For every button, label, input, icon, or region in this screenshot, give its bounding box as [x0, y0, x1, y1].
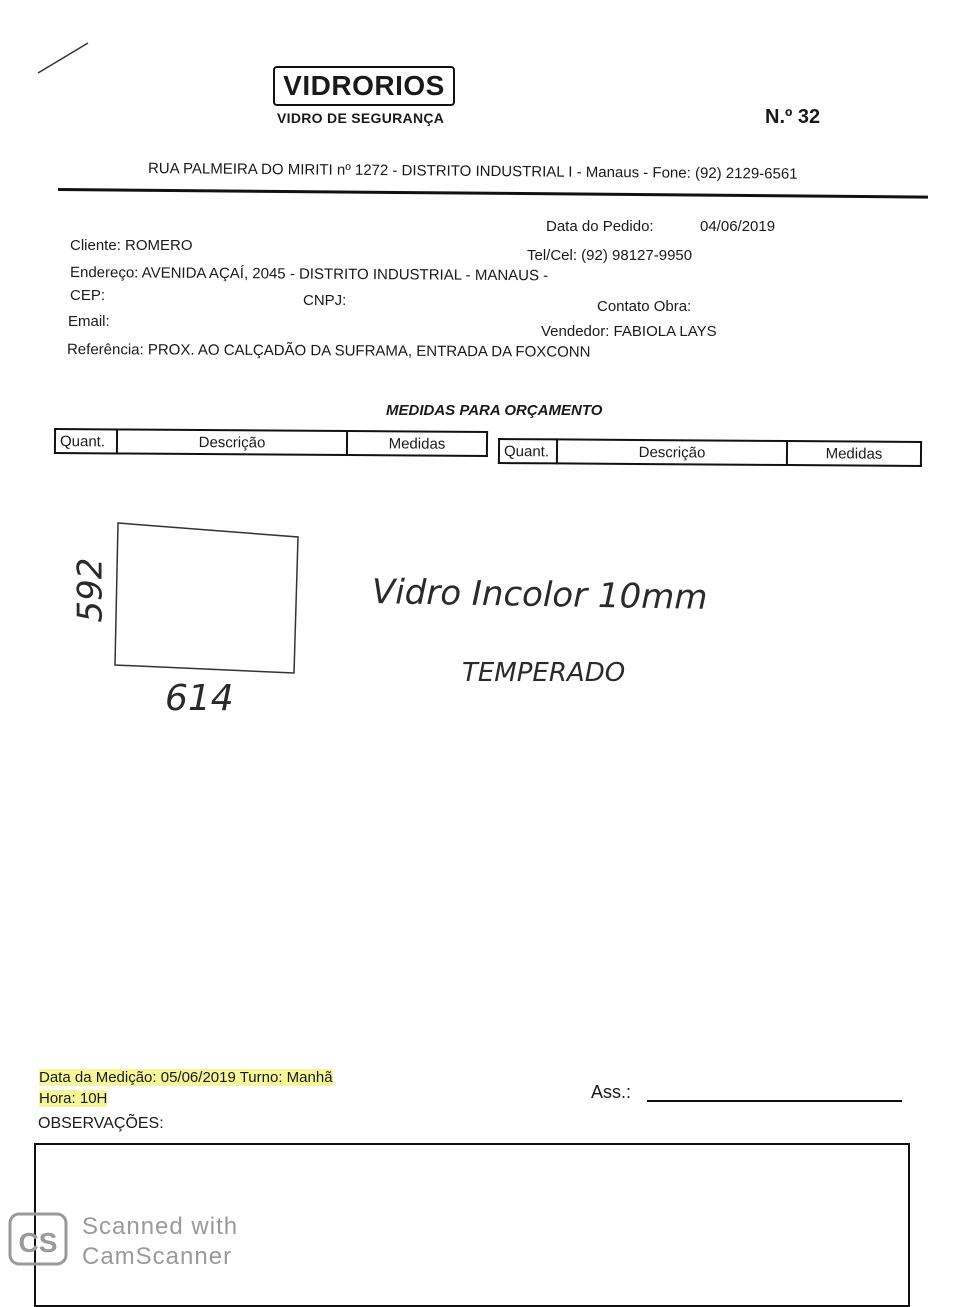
col-quant: Quant. [499, 439, 557, 463]
watermark-text [82, 1212, 238, 1272]
company-tagline: VIDRO DE SEGURANÇA [277, 110, 445, 126]
col-descricao: Descrição [117, 429, 347, 455]
section-title: MEDIDAS PARA ORÇAMENTO [386, 402, 603, 419]
measurement-time: Hora: 10H [39, 1090, 108, 1107]
pen-mark [30, 35, 100, 80]
width-measurement: 614 [165, 678, 234, 719]
watermark-line1: Scanned with [82, 1213, 239, 1240]
company-address: RUA PALMEIRA DO MIRITI nº 1272 - DISTRITO INDUSTRIAL I - Manaus - Fone: (92) 2129-6561 [147, 160, 798, 183]
camscanner-logo-text: CS [18, 1227, 58, 1258]
signature-label: Ass.: [591, 1082, 632, 1102]
measurement-date: Data da Medição: 05/06/2019 Turno: Manhã [39, 1069, 333, 1086]
watermark-line2: CamScanner [82, 1243, 233, 1270]
observations-label: OBSERVAÇÕES: [38, 1115, 164, 1132]
glass-type: TEMPERADO [462, 658, 626, 688]
header-divider [58, 188, 928, 199]
cnpj-field: CNPJ: [303, 292, 347, 309]
signature-line [647, 1100, 902, 1102]
email-field: Email: [68, 313, 110, 330]
col-descricao: Descrição [557, 439, 787, 465]
phone-field: Tel/Cel: (92) 98127-9950 [527, 247, 693, 264]
seller-field: Vendedor: FABIOLA LAYS [541, 323, 717, 340]
order-date-value: 04/06/2019 [700, 218, 776, 235]
glass-description: Vidro Incolor 10mm [371, 572, 708, 618]
camscanner-logo [8, 1212, 70, 1268]
glass-sketch [110, 515, 310, 685]
table-header-right [498, 438, 922, 467]
col-medidas: Medidas [347, 431, 487, 456]
company-logo: VIDRORIOS [273, 66, 455, 106]
cep-field: CEP: [70, 287, 106, 304]
address-field: Endereço: AVENIDA AÇAÍ, 2045 - DISTRITO INDUSTRIAL - MANAUS - [69, 264, 549, 285]
col-quant: Quant. [55, 429, 117, 453]
contact-field: Contato Obra: [597, 298, 692, 315]
height-measurement: 592 [70, 557, 111, 623]
order-date-label: Data do Pedido: [546, 218, 654, 235]
client-field: Cliente: ROMERO [70, 237, 193, 254]
table-header-left [54, 428, 488, 457]
reference-field: Referência: PROX. AO CALÇADÃO DA SUFRAMA, ENTRADA DA FOXCONN [66, 341, 591, 361]
col-medidas: Medidas [787, 441, 921, 466]
document-number: N.º 32 [765, 106, 821, 128]
